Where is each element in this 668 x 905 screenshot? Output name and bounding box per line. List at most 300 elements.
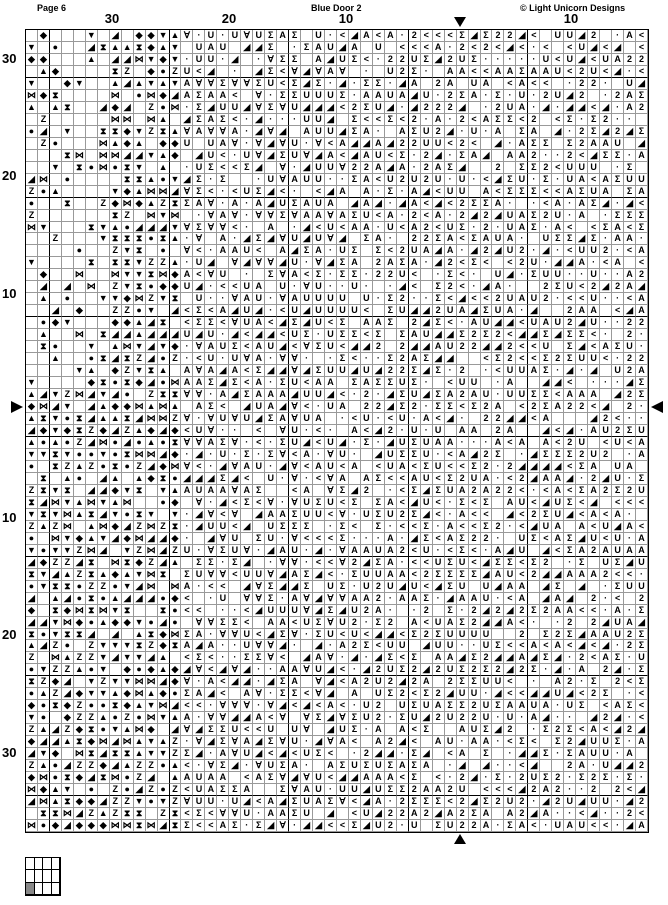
chart-cell: < <box>600 724 612 736</box>
chart-cell: U <box>469 78 481 90</box>
chart-cell: A <box>445 245 457 257</box>
chart-cell: U <box>241 413 253 425</box>
chart-cell <box>528 629 540 641</box>
chart-cell: Ɐ <box>277 269 289 281</box>
chart-cell: A <box>289 676 301 688</box>
chart-cell: Σ <box>265 581 277 593</box>
chart-cell: Σ <box>397 449 409 461</box>
chart-cell: < <box>540 42 552 54</box>
chart-cell: · <box>301 425 313 437</box>
chart-cell: U <box>600 54 612 66</box>
chart-cell <box>86 138 98 150</box>
chart-cell: ◢ <box>205 102 217 114</box>
chart-cell: ▲ <box>158 114 170 126</box>
chart-cell: ◢ <box>445 593 457 605</box>
chart-cell: ▼ <box>122 269 134 281</box>
chart-cell: U <box>193 54 205 66</box>
chart-cell: Σ <box>421 593 433 605</box>
chart-cell: A <box>385 557 397 569</box>
chart-cell: · <box>612 640 624 652</box>
chart-cell <box>528 233 540 245</box>
chart-cell: Σ <box>373 497 385 509</box>
chart-cell: Σ <box>504 820 516 832</box>
chart-cell: ◆ <box>86 796 98 808</box>
chart-cell: < <box>564 377 576 389</box>
chart-cell <box>205 233 217 245</box>
chart-cell: ◢ <box>253 509 265 521</box>
chart-cell: ◢ <box>397 281 409 293</box>
chart-cell: < <box>205 305 217 317</box>
chart-cell: ● <box>134 712 146 724</box>
chart-cell: ◢ <box>469 30 481 42</box>
chart-cell: 2 <box>457 42 469 54</box>
chart-cell: ◢ <box>217 664 229 676</box>
chart-cell <box>62 30 74 42</box>
chart-cell: Σ <box>481 198 493 210</box>
chart-cell: A <box>205 437 217 449</box>
chart-cell: · <box>385 233 397 245</box>
chart-cell: ◢ <box>301 66 313 78</box>
chart-cell: < <box>325 138 337 150</box>
chart-cell: ● <box>134 90 146 102</box>
chart-cell: ⧗ <box>122 353 134 365</box>
chart-cell: < <box>397 473 409 485</box>
chart-cell: U <box>289 329 301 341</box>
chart-cell: U <box>301 617 313 629</box>
chart-cell <box>253 617 265 629</box>
chart-cell <box>74 174 86 186</box>
chart-cell: ▲ <box>110 413 122 425</box>
chart-cell: ● <box>86 162 98 174</box>
chart-cell: ◢ <box>504 652 516 664</box>
chart-cell: ⋈ <box>158 185 168 196</box>
chart-cell: A <box>361 545 373 557</box>
chart-cell: Σ <box>289 198 301 210</box>
chart-cell <box>62 353 74 365</box>
chart-cell: Σ <box>193 652 205 664</box>
chart-cell: U <box>469 724 481 736</box>
chart-cell: ▲ <box>74 497 86 509</box>
chart-cell: < <box>337 664 349 676</box>
chart-cell: < <box>588 222 600 234</box>
chart-cell: · <box>624 473 636 485</box>
chart-cell: A <box>361 150 373 162</box>
chart-cell: ◢ <box>241 557 253 569</box>
chart-cell: ◢ <box>265 545 277 557</box>
chart-cell: ▼ <box>62 449 74 461</box>
chart-cell <box>50 210 62 222</box>
chart-cell: ◢ <box>433 581 445 593</box>
chart-cell: ◢ <box>492 317 504 329</box>
chart-cell: ◢ <box>445 126 457 138</box>
chart-cell <box>516 724 528 736</box>
chart-cell: Σ <box>564 748 576 760</box>
chart-cell: U <box>588 269 600 281</box>
chart-cell: A <box>289 760 301 772</box>
chart-cell: U <box>313 389 325 401</box>
chart-cell: ▲ <box>158 652 170 664</box>
chart-cell: Σ <box>457 90 469 102</box>
chart-cell: ◢ <box>504 269 516 281</box>
chart-cell: ▲ <box>110 138 122 150</box>
chart-cell: ● <box>110 162 122 174</box>
chart-cell: ◆ <box>134 557 146 569</box>
chart-cell: A <box>397 126 409 138</box>
chart-cell: < <box>409 42 421 54</box>
chart-cell: A <box>552 485 564 497</box>
chart-cell: A <box>445 521 457 533</box>
chart-cell: A <box>469 389 481 401</box>
chart-cell: < <box>492 784 504 796</box>
chart-cell: 2 <box>564 401 576 413</box>
chart-cell: ◢ <box>229 712 241 724</box>
chart-cell <box>576 617 588 629</box>
chart-cell: ◢ <box>122 54 134 66</box>
chart-cell: Σ <box>552 281 564 293</box>
chart-cell: Σ <box>421 521 433 533</box>
chart-cell: ⋈ <box>74 748 84 759</box>
chart-cell: < <box>433 497 445 509</box>
chart-cell: ◢ <box>110 652 122 664</box>
chart-cell: ◢ <box>38 640 50 652</box>
chart-cell: Σ <box>193 90 205 102</box>
chart-cell <box>50 198 62 210</box>
chart-cell: 2 <box>469 664 481 676</box>
chart-cell: A <box>313 652 325 664</box>
chart-cell: A <box>409 617 421 629</box>
chart-cell: 2 <box>421 605 433 617</box>
chart-cell: ◆ <box>110 198 122 210</box>
chart-cell: A <box>636 365 648 377</box>
chart-cell: U <box>421 126 433 138</box>
chart-cell: · <box>445 497 457 509</box>
chart-cell: Ɐ <box>229 629 241 641</box>
chart-cell: ◢ <box>433 329 445 341</box>
chart-cell: · <box>469 281 481 293</box>
chart-cell: Ɐ <box>313 66 325 78</box>
chart-cell: < <box>337 102 349 114</box>
chart-cell: · <box>397 533 409 545</box>
chart-cell: 2 <box>469 617 481 629</box>
chart-cell: < <box>349 808 361 820</box>
chart-cell: ◢ <box>205 736 217 748</box>
chart-cell: ▼ <box>170 54 182 66</box>
chart-cell: · <box>325 425 337 437</box>
chart-cell: < <box>504 593 516 605</box>
chart-cell: Σ <box>373 78 385 90</box>
chart-cell: < <box>469 138 481 150</box>
chart-cell: · <box>325 353 337 365</box>
chart-cell: < <box>540 533 552 545</box>
chart-cell: ⧗ <box>158 317 170 329</box>
chart-cell: U <box>421 545 433 557</box>
chart-cell: Σ <box>217 473 229 485</box>
chart-cell: ◢ <box>504 545 516 557</box>
chart-cell: U <box>313 90 325 102</box>
chart-cell <box>62 42 74 54</box>
chart-cell <box>301 30 313 42</box>
chart-cell: U <box>588 186 600 198</box>
chart-cell: · <box>469 222 481 234</box>
chart-cell: 2 <box>397 808 409 820</box>
minimap-cell <box>43 858 52 870</box>
chart-cell: ◢ <box>241 796 253 808</box>
chart-cell: · <box>528 90 540 102</box>
chart-cell: A <box>325 198 337 210</box>
chart-cell: Σ <box>397 712 409 724</box>
chart-cell: · <box>325 78 337 90</box>
chart-cell: A <box>373 138 385 150</box>
chart-cell: ⋈ <box>170 628 180 639</box>
chart-cell: · <box>624 114 636 126</box>
chart-cell: Σ <box>277 676 289 688</box>
chart-cell: U <box>253 461 265 473</box>
chart-cell: Σ <box>373 521 385 533</box>
chart-cell: ◢ <box>361 784 373 796</box>
chart-cell: < <box>504 676 516 688</box>
chart-cell: ◆ <box>170 533 182 545</box>
chart-cell <box>26 269 38 281</box>
chart-cell: ◢ <box>469 245 481 257</box>
chart-cell: ▼ <box>98 664 110 676</box>
chart-cell: · <box>349 700 361 712</box>
chart-cell <box>385 126 397 138</box>
chart-cell <box>98 557 110 569</box>
chart-cell: A <box>481 473 493 485</box>
chart-cell: Ɐ <box>301 724 313 736</box>
chart-cell: A <box>361 473 373 485</box>
chart-cell: · <box>612 293 624 305</box>
chart-cell: ◢ <box>50 569 62 581</box>
chart-cell: U <box>325 401 337 413</box>
chart-cell: U <box>205 353 217 365</box>
chart-cell: Σ <box>481 497 493 509</box>
chart-cell: · <box>289 640 301 652</box>
chart-cell: · <box>492 533 504 545</box>
chart-cell: Z <box>134 545 146 557</box>
chart-cell: A <box>433 437 445 449</box>
chart-cell: U <box>313 772 325 784</box>
chart-cell: ▲ <box>50 784 62 796</box>
chart-cell: ● <box>98 593 110 605</box>
chart-cell: Z <box>50 640 62 652</box>
chart-cell: < <box>253 425 265 437</box>
chart-cell: A <box>361 198 373 210</box>
chart-cell: Σ <box>576 461 588 473</box>
chart-cell: 2 <box>528 401 540 413</box>
chart-cell: · <box>301 353 313 365</box>
chart-cell: · <box>277 473 289 485</box>
chart-cell: Ɐ <box>277 449 289 461</box>
chart-cell: A <box>588 569 600 581</box>
chart-cell: · <box>193 30 205 42</box>
chart-cell: Σ <box>349 569 361 581</box>
chart-cell: ⋈ <box>170 377 180 388</box>
chart-cell: ◢ <box>552 126 564 138</box>
chart-cell: A <box>277 509 289 521</box>
chart-cell: ◢ <box>361 820 373 832</box>
chart-cell: ◢ <box>337 42 349 54</box>
chart-cell: 2 <box>469 820 481 832</box>
chart-cell: · <box>289 42 301 54</box>
chart-cell: U <box>612 461 624 473</box>
chart-cell: A <box>361 186 373 198</box>
chart-cell: · <box>193 581 205 593</box>
chart-cell: Σ <box>205 377 217 389</box>
chart-cell <box>98 317 110 329</box>
chart-cell <box>158 724 170 736</box>
chart-cell: ▲ <box>146 437 158 449</box>
chart-cell: A <box>516 581 528 593</box>
chart-cell: ◢ <box>110 425 122 437</box>
chart-cell: ◢ <box>301 700 313 712</box>
chart-cell: Σ <box>552 449 564 461</box>
chart-cell: Σ <box>481 748 493 760</box>
chart-cell: 2 <box>564 305 576 317</box>
chart-cell: Σ <box>457 700 469 712</box>
chart-cell: 2 <box>516 772 528 784</box>
chart-cell: 2 <box>528 784 540 796</box>
chart-cell: ◢ <box>385 102 397 114</box>
chart-cell: Σ <box>349 174 361 186</box>
chart-cell <box>62 341 74 353</box>
chart-cell: ◢ <box>134 581 146 593</box>
chart-cell: U <box>445 305 457 317</box>
chart-cell: U <box>421 497 433 509</box>
chart-cell: ◢ <box>409 341 421 353</box>
chart-cell: Σ <box>349 245 361 257</box>
chart-cell: < <box>469 545 481 557</box>
chart-cell: · <box>265 90 277 102</box>
chart-cell: Ɐ <box>181 126 193 138</box>
chart-cell: U <box>325 329 337 341</box>
chart-cell: < <box>564 245 576 257</box>
chart-cell: · <box>492 461 504 473</box>
chart-cell: ⋈ <box>122 736 132 747</box>
chart-cell: U <box>445 485 457 497</box>
chart-cell: ▲ <box>146 401 158 413</box>
chart-cell: < <box>528 736 540 748</box>
chart-cell: U <box>397 413 409 425</box>
chart-cell: ▼ <box>86 341 98 353</box>
chart-cell: < <box>313 425 325 437</box>
chart-cell: ⋈ <box>62 616 72 627</box>
chart-cell <box>445 724 457 736</box>
chart-cell: ◆ <box>122 186 134 198</box>
chart-cell: Σ <box>277 150 289 162</box>
chart-cell: ⧗ <box>170 808 182 820</box>
chart-cell: · <box>528 245 540 257</box>
chart-cell <box>540 736 552 748</box>
chart-cell: ◢ <box>325 808 337 820</box>
chart-cell: U <box>469 377 481 389</box>
chart-cell: 2 <box>624 317 636 329</box>
chart-cell: < <box>528 413 540 425</box>
chart-cell: A <box>349 593 361 605</box>
chart-cell: · <box>612 377 624 389</box>
chart-cell: A <box>588 509 600 521</box>
chart-cell: Σ <box>469 54 481 66</box>
chart-cell: ⧗ <box>86 605 98 617</box>
chart-cell: · <box>564 78 576 90</box>
chart-cell: ◢ <box>576 341 588 353</box>
chart-cell: Ɐ <box>325 485 337 497</box>
chart-cell: Σ <box>397 784 409 796</box>
chart-cell: · <box>265 353 277 365</box>
chart-cell: ▼ <box>122 581 134 593</box>
chart-cell: · <box>552 712 564 724</box>
chart-cell: A <box>265 808 277 820</box>
chart-cell: A <box>253 377 265 389</box>
chart-cell <box>50 222 62 234</box>
chart-cell: 2 <box>469 485 481 497</box>
chart-cell: 2 <box>624 365 636 377</box>
chart-cell: U <box>481 581 493 593</box>
chart-cell: Σ <box>265 269 277 281</box>
chart-cell: Ɐ <box>205 617 217 629</box>
chart-cell: A <box>181 90 193 102</box>
chart-cell: · <box>205 461 217 473</box>
chart-cell: U <box>588 449 600 461</box>
chart-cell: Σ <box>421 688 433 700</box>
chart-cell: < <box>337 676 349 688</box>
row-number-20-bottom: 20 <box>2 627 17 642</box>
chart-cell: Ɐ <box>301 593 313 605</box>
chart-cell: A <box>181 78 193 90</box>
chart-cell: A <box>217 820 229 832</box>
chart-cell <box>361 461 373 473</box>
chart-cell <box>552 760 564 772</box>
chart-cell: 2 <box>373 401 385 413</box>
chart-cell: · <box>588 377 600 389</box>
chart-cell: A <box>313 42 325 54</box>
chart-cell: Ɐ <box>301 664 313 676</box>
chart-cell: ◢ <box>134 593 146 605</box>
minimap-cell <box>35 870 44 882</box>
chart-cell: Σ <box>325 605 337 617</box>
chart-cell: U <box>205 150 217 162</box>
chart-cell: · <box>540 664 552 676</box>
chart-cell <box>74 317 86 329</box>
chart-cell: U <box>205 796 217 808</box>
chart-cell: < <box>516 688 528 700</box>
chart-cell: ◢ <box>576 736 588 748</box>
chart-cell: < <box>397 772 409 784</box>
chart-cell: U <box>433 174 445 186</box>
chart-cell: A <box>217 210 229 222</box>
chart-cell: A <box>481 114 493 126</box>
chart-cell: < <box>349 521 361 533</box>
chart-cell: 2 <box>481 245 493 257</box>
chart-cell: · <box>492 54 504 66</box>
chart-cell: A <box>289 293 301 305</box>
chart-cell: Σ <box>433 317 445 329</box>
chart-cell: A <box>588 724 600 736</box>
chart-cell <box>74 676 86 688</box>
chart-cell: A <box>205 485 217 497</box>
chart-cell: Ɐ <box>217 222 229 234</box>
chart-cell: ▲ <box>110 593 122 605</box>
chart-cell: < <box>612 593 624 605</box>
chart-cell: ◢ <box>552 329 564 341</box>
chart-cell: U <box>445 736 457 748</box>
chart-cell: Ɐ <box>277 425 289 437</box>
chart-cell: 2 <box>457 341 469 353</box>
chart-cell: < <box>181 425 193 437</box>
chart-cell: ▼ <box>158 748 170 760</box>
chart-cell: · <box>193 676 205 688</box>
chart-cell: ◢ <box>241 401 253 413</box>
